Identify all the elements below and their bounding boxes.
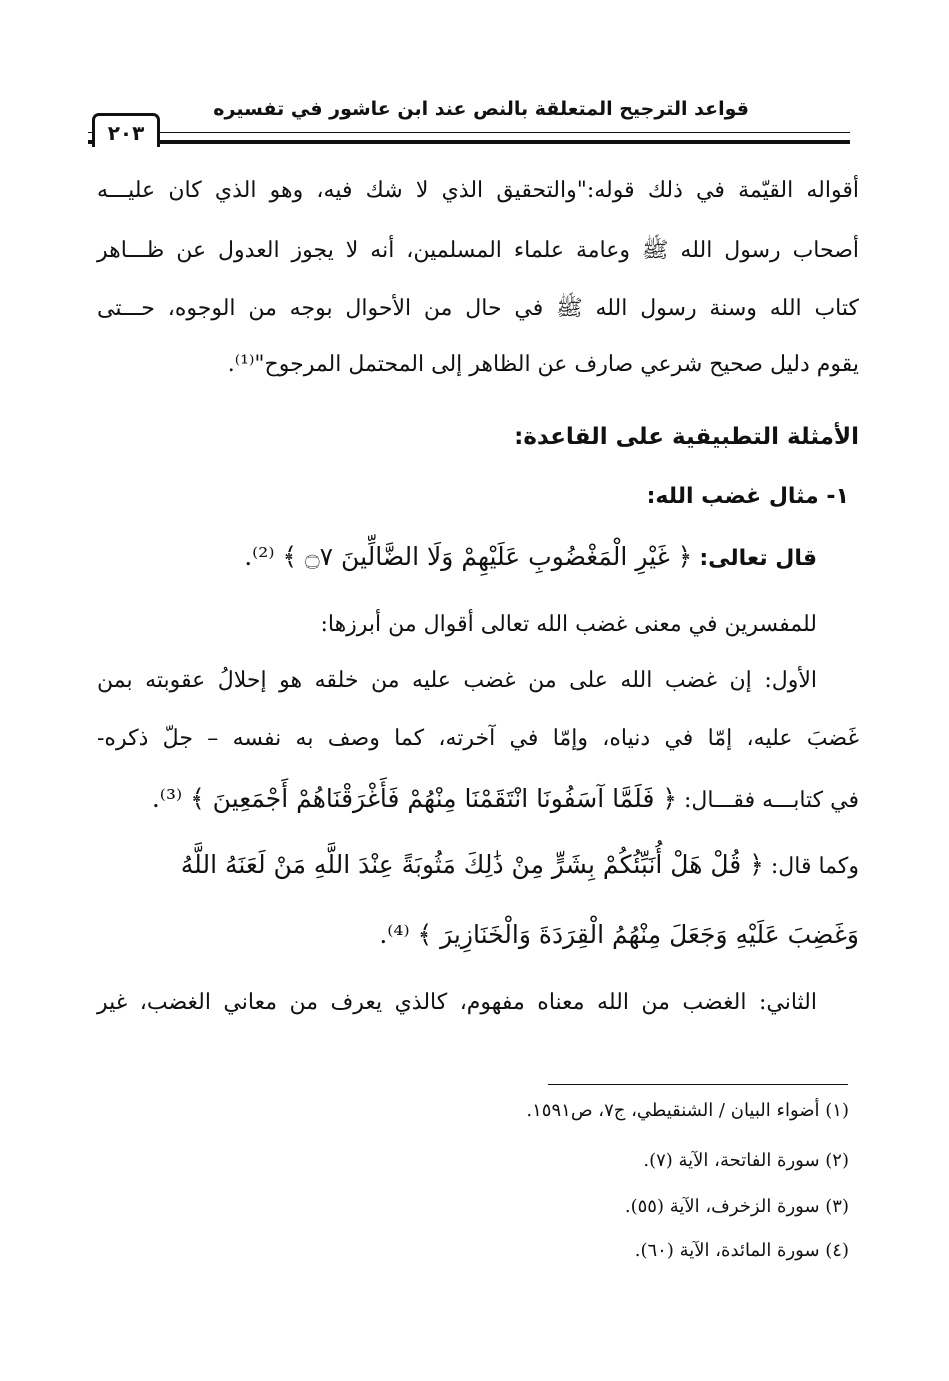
body-line-11: الثاني: الغضب من الله معناه مفهوم، كالذي يعرف من معاني الغضب، غير [97, 990, 817, 1015]
footnote-separator [548, 1084, 848, 1085]
header-rule-thin [88, 132, 850, 133]
verse-text: ﴿ غَيْرِ الْمَغْضُوبِ عَلَيْهِمْ وَلَا الضَّالِّينَ ۝٧ ﴾ ⁽²⁾. [244, 542, 693, 571]
verse-text: ﴿ قُلْ هَلْ أُنَبِّئُكُمْ بِشَرٍّ مِنْ ذَٰلِكَ مَثُوبَةً عِنْدَ اللَّهِ مَنْ لَعَنَهُ اللَّهُ [180, 850, 764, 879]
quran-verse-1 [244, 542, 817, 571]
quran-verse-3 [181, 850, 859, 879]
verse-intro-label: قال تعالى: [699, 546, 817, 571]
body-line-7: غَضبَ عليه، إمّا في دنياه، وإمّا في آخرته، كما وصف به نفسه – جلّ ذكره- [97, 726, 859, 751]
section-heading: الأمثلة التطبيقية على القاعدة: [514, 424, 859, 450]
footnote-4: (٤) سورة المائدة، الآية (٦٠). [634, 1240, 849, 1261]
verse-intro-label: وكما قال: [770, 854, 859, 879]
body-line-5: للمفسرين في معنى غضب الله تعالى أقوال من أبرزها: [320, 612, 817, 637]
page-number: ٢٠٣ [92, 113, 160, 147]
footnote-2: (٢) سورة الفاتحة، الآية (٧). [643, 1150, 849, 1171]
body-line-2: أصحاب رسول الله ﷺ وعامة علماء المسلمين، أنه لا يجوز العدول عن ظـــاهر [97, 238, 859, 263]
running-header-title: قواعد الترجيح المتعلقة بالنص عند ابن عاشور في تفسيره [213, 98, 749, 120]
quran-verse-3-continued: وَغَضِبَ عَلَيْهِ وَجَعَلَ مِنْهُمُ الْقِرَدَةَ وَالْخَنَازِيرَ ﴾ ⁽⁴⁾. [379, 920, 859, 949]
body-line-4: يقوم دليل صحيح شرعي صارف عن الظاهر إلى المحتمل المرجوح"⁽¹⁾. [227, 352, 859, 377]
body-line-3: كتاب الله وسنة رسول الله ﷺ في حال من الأحوال بوجه من الوجوه، حـــتى [97, 296, 859, 321]
example-heading: ١- مثال غضب الله: [646, 484, 849, 509]
verse-intro-label: في كتابـــه فقـــال: [684, 788, 859, 813]
header-rule-thick [88, 140, 850, 144]
footnote-1: (١) أضواء البيان / الشنقيطي، ج٧، ص١٥٩١. [526, 1100, 849, 1121]
body-line-1: أقواله القيّمة في ذلك قوله:"والتحقيق الذي لا شك فيه، وهو الذي كان عليـــه [97, 178, 859, 203]
quran-verse-2 [152, 784, 859, 813]
body-line-6: الأول: إن غضب الله على من غضب عليه من خلقه هو إحلالُ عقوبته بمن [97, 668, 818, 693]
verse-text: ﴿ فَلَمَّا آسَفُونَا انْتَقَمْنَا مِنْهُمْ فَأَغْرَقْنَاهُمْ أَجْمَعِينَ ﴾ ⁽³⁾. [151, 784, 677, 813]
footnote-3: (٣) سورة الزخرف، الآية (٥٥). [624, 1196, 849, 1217]
